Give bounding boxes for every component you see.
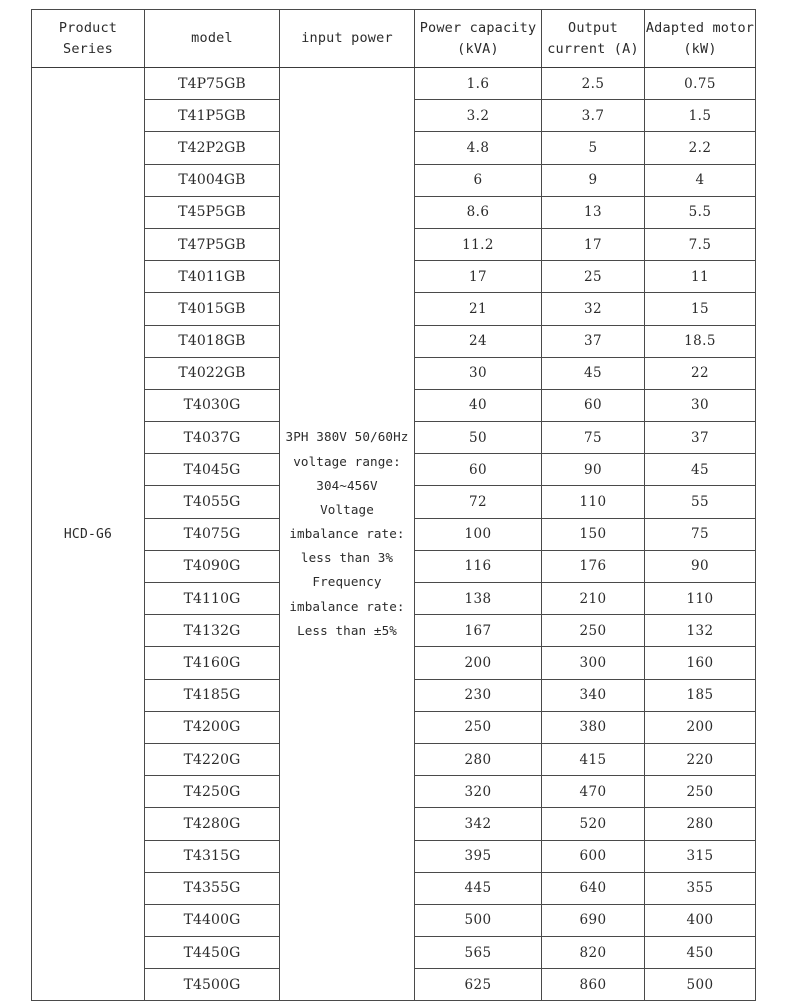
power-capacity-cell: 6 [415, 164, 542, 196]
output-current-cell: 9 [542, 164, 645, 196]
power-capacity-cell: 17 [415, 261, 542, 293]
output-current-cell: 380 [542, 711, 645, 743]
output-current-cell: 32 [542, 293, 645, 325]
adapted-motor-cell: 1.5 [645, 100, 756, 132]
model-cell: T42P2GB [145, 132, 280, 164]
input-power-line: 304~456V [316, 477, 378, 493]
power-capacity-cell: 320 [415, 776, 542, 808]
adapted-motor-cell: 55 [645, 486, 756, 518]
output-current-cell: 37 [542, 325, 645, 357]
input-power-cell [280, 68, 415, 1001]
table-row [32, 68, 756, 100]
adapted-motor-cell: 220 [645, 743, 756, 775]
model-cell: T4220G [145, 743, 280, 775]
model-cell: T4132G [145, 615, 280, 647]
column-header-product-series [32, 10, 145, 68]
adapted-motor-cell: 500 [645, 969, 756, 1001]
input-power-line: Frequency [312, 574, 382, 590]
adapted-motor-cell: 132 [645, 615, 756, 647]
model-cell: T4090G [145, 550, 280, 582]
column-header-line: Series [63, 40, 113, 57]
power-capacity-cell: 30 [415, 357, 542, 389]
adapted-motor-cell: 5.5 [645, 196, 756, 228]
model-cell: T4030G [145, 389, 280, 421]
adapted-motor-cell: 200 [645, 711, 756, 743]
adapted-motor-cell: 45 [645, 454, 756, 486]
adapted-motor-cell: 110 [645, 583, 756, 615]
power-capacity-cell: 138 [415, 583, 542, 615]
power-capacity-cell: 3.2 [415, 100, 542, 132]
power-capacity-cell: 1.6 [415, 68, 542, 100]
adapted-motor-cell: 75 [645, 518, 756, 550]
output-current-cell: 640 [542, 872, 645, 904]
power-capacity-cell: 60 [415, 454, 542, 486]
power-capacity-cell: 625 [415, 969, 542, 1001]
model-cell: T4018GB [145, 325, 280, 357]
product-specification-table [31, 9, 756, 1001]
adapted-motor-cell: 355 [645, 872, 756, 904]
output-current-cell: 300 [542, 647, 645, 679]
output-current-cell: 60 [542, 389, 645, 421]
power-capacity-cell: 200 [415, 647, 542, 679]
output-current-cell: 90 [542, 454, 645, 486]
column-header-line: input power [301, 30, 393, 47]
power-capacity-cell: 280 [415, 743, 542, 775]
model-cell: T4400G [145, 904, 280, 936]
power-capacity-cell: 50 [415, 422, 542, 454]
power-capacity-cell: 395 [415, 840, 542, 872]
power-capacity-cell: 4.8 [415, 132, 542, 164]
power-capacity-cell: 11.2 [415, 228, 542, 260]
adapted-motor-cell: 250 [645, 776, 756, 808]
model-cell: T4500G [145, 969, 280, 1001]
output-current-cell: 5 [542, 132, 645, 164]
model-cell: T4P75GB [145, 68, 280, 100]
adapted-motor-cell: 450 [645, 937, 756, 969]
power-capacity-cell: 565 [415, 937, 542, 969]
model-cell: T4045G [145, 454, 280, 486]
column-header-input-power [280, 10, 415, 68]
model-cell: T4011GB [145, 261, 280, 293]
model-cell: T41P5GB [145, 100, 280, 132]
power-capacity-cell: 500 [415, 904, 542, 936]
input-power-line: imbalance rate: [289, 598, 405, 614]
model-cell: T45P5GB [145, 196, 280, 228]
column-header-line: (kW) [683, 40, 717, 57]
column-header-adapted-motor [645, 10, 756, 68]
adapted-motor-cell: 185 [645, 679, 756, 711]
adapted-motor-cell: 37 [645, 422, 756, 454]
model-cell: T4185G [145, 679, 280, 711]
table-body [32, 10, 756, 1001]
model-cell: T4015GB [145, 293, 280, 325]
input-power-line: less than 3% [300, 550, 394, 566]
column-header-line: Output [568, 19, 618, 36]
output-current-cell: 470 [542, 776, 645, 808]
model-cell: T4450G [145, 937, 280, 969]
product-series-cell: HCD-G6 [32, 68, 145, 1001]
output-current-cell: 210 [542, 583, 645, 615]
output-current-cell: 25 [542, 261, 645, 293]
output-current-cell: 2.5 [542, 68, 645, 100]
adapted-motor-cell: 90 [645, 550, 756, 582]
adapted-motor-cell: 315 [645, 840, 756, 872]
output-current-cell: 150 [542, 518, 645, 550]
input-power-line: 3PH 380V 50/60Hz [285, 429, 409, 445]
output-current-cell: 176 [542, 550, 645, 582]
power-capacity-cell: 342 [415, 808, 542, 840]
model-cell: T47P5GB [145, 228, 280, 260]
input-power-line: Less than ±5% [297, 622, 397, 638]
adapted-motor-cell: 18.5 [645, 325, 756, 357]
output-current-cell: 75 [542, 422, 645, 454]
model-cell: T4022GB [145, 357, 280, 389]
power-capacity-cell: 8.6 [415, 196, 542, 228]
output-current-cell: 520 [542, 808, 645, 840]
model-cell: T4355G [145, 872, 280, 904]
output-current-cell: 110 [542, 486, 645, 518]
output-current-cell: 820 [542, 937, 645, 969]
output-current-cell: 45 [542, 357, 645, 389]
output-current-cell: 250 [542, 615, 645, 647]
power-capacity-cell: 250 [415, 711, 542, 743]
input-power-line: voltage range: [293, 453, 401, 469]
power-capacity-cell: 21 [415, 293, 542, 325]
power-capacity-cell: 100 [415, 518, 542, 550]
model-cell: T4250G [145, 776, 280, 808]
adapted-motor-cell: 2.2 [645, 132, 756, 164]
output-current-cell: 690 [542, 904, 645, 936]
model-cell: T4160G [145, 647, 280, 679]
model-cell: T4315G [145, 840, 280, 872]
input-power-line: Voltage [320, 501, 374, 517]
table-header-row [32, 10, 756, 68]
adapted-motor-cell: 4 [645, 164, 756, 196]
input-power-line: imbalance rate: [289, 526, 405, 542]
column-header-line: Power capacity [419, 19, 537, 36]
output-current-cell: 3.7 [542, 100, 645, 132]
adapted-motor-cell: 22 [645, 357, 756, 389]
power-capacity-cell: 230 [415, 679, 542, 711]
output-current-cell: 860 [542, 969, 645, 1001]
adapted-motor-cell: 11 [645, 261, 756, 293]
output-current-cell: 600 [542, 840, 645, 872]
adapted-motor-cell: 400 [645, 904, 756, 936]
column-header-line: (kVA) [457, 40, 499, 57]
adapted-motor-cell: 7.5 [645, 228, 756, 260]
column-header-power-capacity [415, 10, 542, 68]
adapted-motor-cell: 30 [645, 389, 756, 421]
model-cell: T4004GB [145, 164, 280, 196]
power-capacity-cell: 445 [415, 872, 542, 904]
adapted-motor-cell: 0.75 [645, 68, 756, 100]
adapted-motor-cell: 280 [645, 808, 756, 840]
output-current-cell: 17 [542, 228, 645, 260]
adapted-motor-cell: 160 [645, 647, 756, 679]
column-header-output-current [542, 10, 645, 68]
column-header-model [145, 10, 280, 68]
output-current-cell: 13 [542, 196, 645, 228]
power-capacity-cell: 167 [415, 615, 542, 647]
model-cell: T4200G [145, 711, 280, 743]
output-current-cell: 340 [542, 679, 645, 711]
power-capacity-cell: 72 [415, 486, 542, 518]
column-header-line: Product [58, 19, 118, 36]
output-current-cell: 415 [542, 743, 645, 775]
model-cell: T4110G [145, 583, 280, 615]
model-cell: T4075G [145, 518, 280, 550]
column-header-line: Adapted motor [645, 19, 755, 36]
adapted-motor-cell: 15 [645, 293, 756, 325]
model-cell: T4037G [145, 422, 280, 454]
power-capacity-cell: 24 [415, 325, 542, 357]
power-capacity-cell: 116 [415, 550, 542, 582]
column-header-line: model [191, 30, 233, 47]
model-cell: T4055G [145, 486, 280, 518]
model-cell: T4280G [145, 808, 280, 840]
power-capacity-cell: 40 [415, 389, 542, 421]
column-header-line: current (A) [547, 40, 639, 57]
